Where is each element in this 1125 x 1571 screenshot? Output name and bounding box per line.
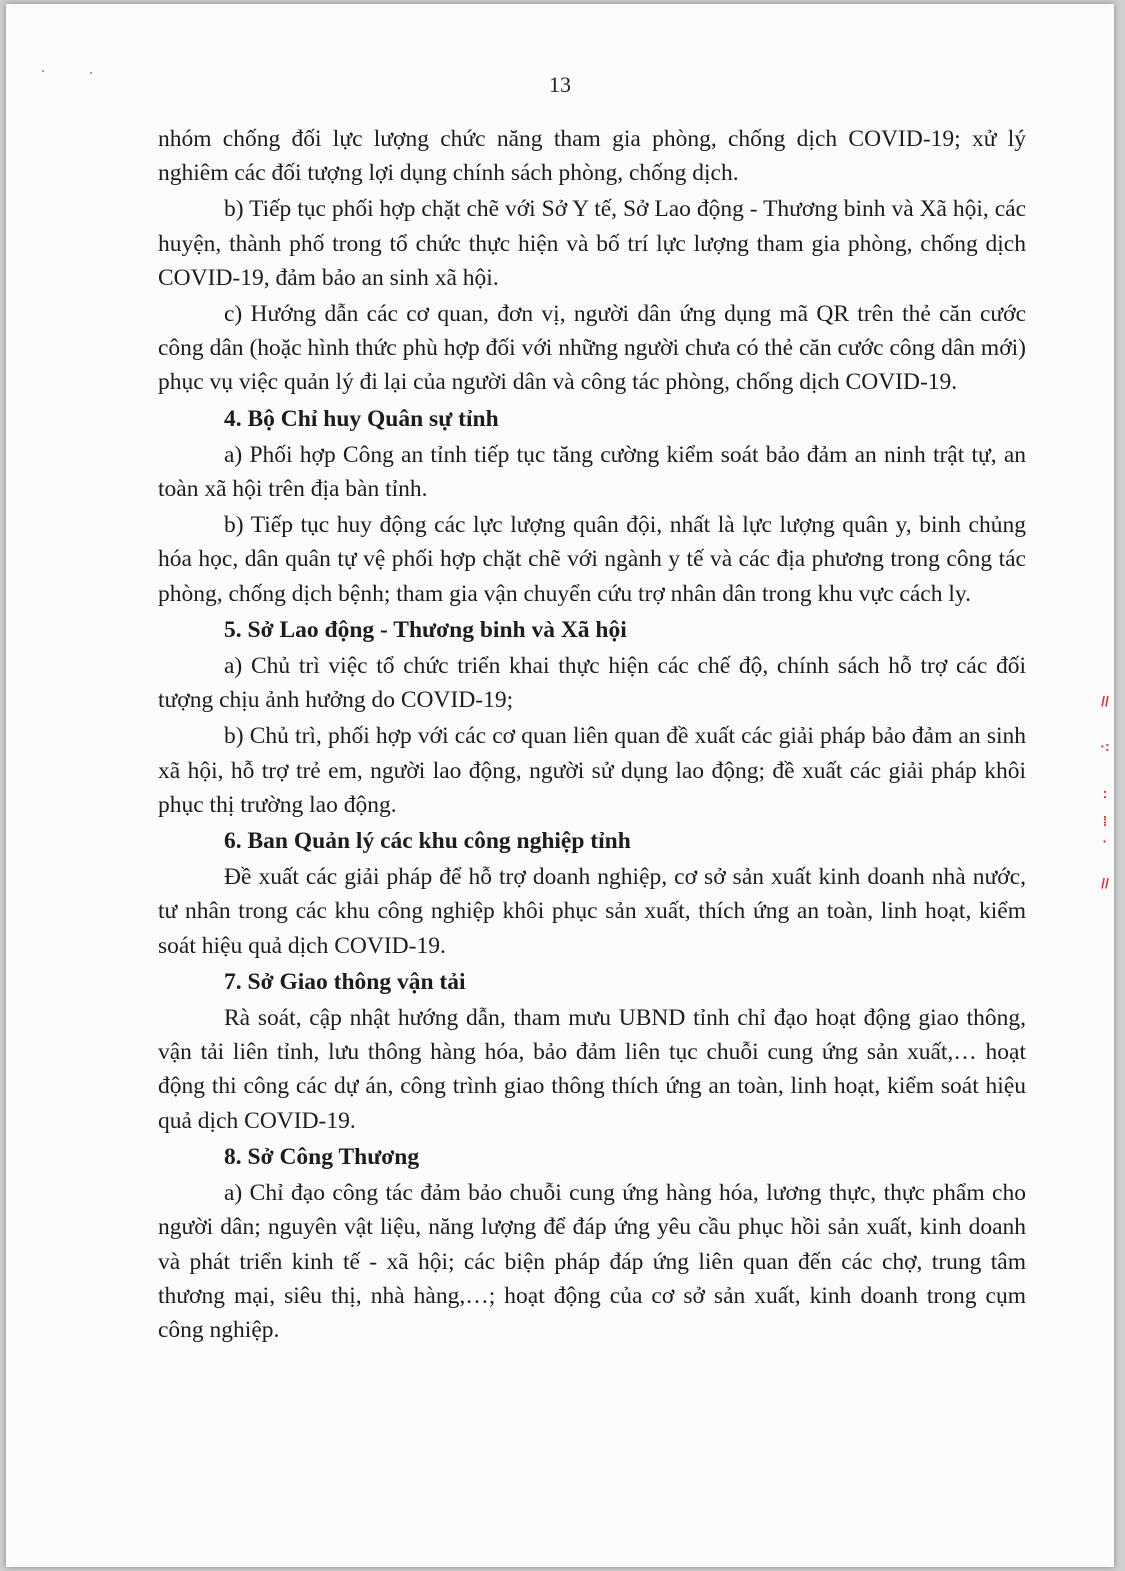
paragraph: nhóm chống đối lực lượng chức năng tham gia phòng, chống dịch COVID-19; xử lý nghiêm các đối tượng lợi dụng chính sách phòng, chống dịch.	[158, 126, 1026, 187]
seam-stamp-mark: ⁞	[1102, 813, 1108, 829]
scan-speck	[90, 72, 92, 74]
paragraph: a) Chủ trì việc tổ chức triển khai thực hiện các chế độ, chính sách hỗ trợ các đối tượng chịu ảnh hưởng do COVID-19;	[158, 653, 1026, 714]
paragraph: b) Tiếp tục huy động các lực lượng quân đội, nhất là lực lượng quân y, binh chủng hóa học, dân quân tự vệ phối hợp chặt chẽ với ngành y tế và các địa phương trong công tác phòng, chống dịch bệnh; tham gia vận chuyển cứu trợ nhân dân trong khu vực cách ly.	[158, 512, 1026, 607]
paragraph: Đề xuất các giải pháp để hỗ trợ doanh nghiệp, cơ sở sản xuất kinh doanh nhà nước, tư nhân trong các khu công nghiệp khôi phục sản xuất, thích ứng an toàn, linh hoạt, kiểm soát hiệu quả dịch COVID-19.	[158, 864, 1026, 959]
document-page	[6, 4, 1114, 1567]
paragraph: a) Phối hợp Công an tỉnh tiếp tục tăng cường kiểm soát bảo đảm an ninh trật tự, an toàn xã hội trên địa bàn tỉnh.	[158, 441, 1026, 503]
paragraph: b) Tiếp tục phối hợp chặt chẽ với Sở Y tế, Sở Lao động - Thương binh và Xã hội, các huyện, thành phố trong tổ chức thực hiện và bố trí lực lượng tham gia phòng, chống dịch COVID-19, đảm bảo an sinh xã hội.	[158, 196, 1026, 291]
seam-stamp-mark: //	[1101, 693, 1109, 709]
section-heading: 4. Bộ Chỉ huy Quân sự tỉnh	[224, 405, 499, 432]
paragraph: c) Hướng dẫn các cơ quan, đơn vị, người dân ứng dụng mã QR trên thẻ căn cước công dân (hoặc hình thức phù hợp đối với những người chưa có thẻ căn cước công dân mới) phục vụ việc quản lý đi lại của người dân và công tác phòng, chống dịch COVID-19.	[158, 301, 1026, 396]
paragraph: Rà soát, cập nhật hướng dẫn, tham mưu UBND tỉnh chỉ đạo hoạt động giao thông, vận tải liên tỉnh, lưu thông hàng hóa, bảo đảm liên tục chuỗi cung ứng sản xuất,… hoạt động thi công các dự án, công trình giao thông thích ứng an toàn, linh hoạt, kiểm soát hiệu quả dịch COVID-19.	[158, 1005, 1026, 1134]
scan-speck	[42, 70, 44, 72]
section-heading: 8. Sở Công Thương	[224, 1143, 420, 1170]
seam-stamp-mark: :	[1102, 785, 1108, 801]
seam-stamp-mark: //	[1101, 875, 1109, 891]
document-body	[158, 122, 1026, 1349]
paragraph: a) Chỉ đạo công tác đảm bảo chuỗi cung ứng hàng hóa, lương thực, thực phẩm cho người dân; nguyên vật liệu, năng lượng để đáp ứng yêu cầu phục hồi sản xuất, kinh doanh và phát triển kinh tế - xã hội; các biện pháp đáp ứng liên quan đến các chợ, trung tâm thương mại, siêu thị, nhà hàng,…; hoạt động của cơ sở sản xuất, kinh doanh trong cụm công nghiệp.	[158, 1180, 1026, 1343]
section-heading: 5. Sở Lao động - Thương binh và Xã hội	[224, 616, 627, 643]
paragraph: b) Chủ trì, phối hợp với các cơ quan liên quan đề xuất các giải pháp bảo đảm an sinh xã hội, hỗ trợ trẻ em, người lao động, người sử dụng lao động; đề xuất các giải pháp khôi phục thị trường lao động.	[158, 723, 1026, 818]
seam-stamp-mark: ·:	[1100, 738, 1110, 754]
seam-stamp-mark: ·	[1102, 833, 1108, 849]
page-number: 13	[549, 72, 571, 97]
section-heading: 7. Sở Giao thông vận tải	[224, 968, 466, 995]
section-heading: 6. Ban Quản lý các khu công nghiệp tỉnh	[224, 828, 631, 855]
